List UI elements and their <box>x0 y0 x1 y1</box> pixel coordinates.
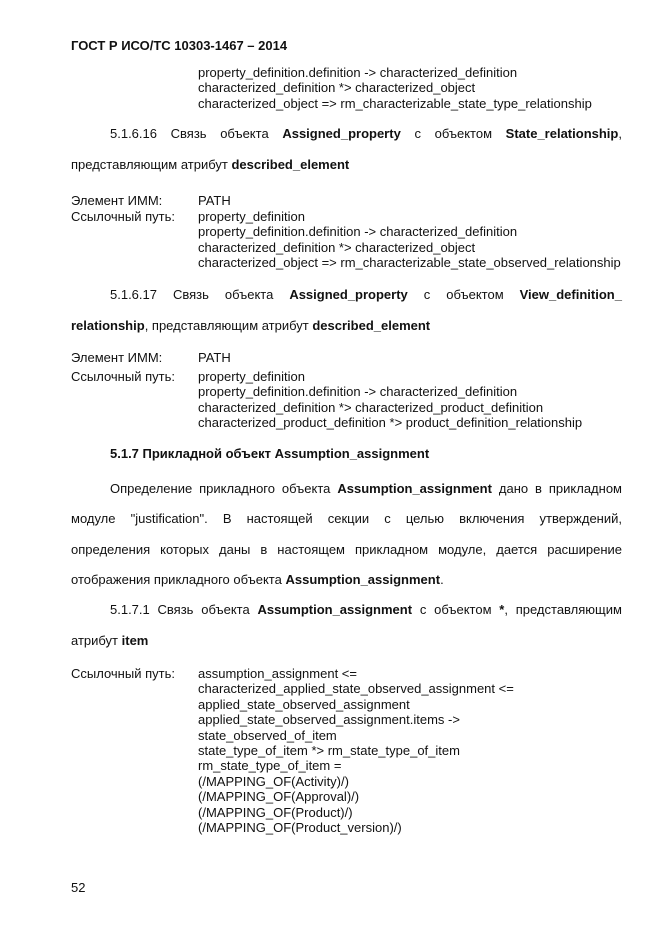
path-line: rm_state_type_of_item = <box>198 758 342 774</box>
path-line: assumption_assignment <= <box>198 666 357 681</box>
mapping-block-5-1-6-16 <box>198 209 621 271</box>
path-line: (/MAPPING_OF(Approval)/) <box>198 789 360 805</box>
mapping-block-5-1-6-17 <box>198 369 582 431</box>
path-line: characterized_definition *> characterized_object <box>198 80 476 96</box>
page-number: 52 <box>71 880 86 895</box>
path-line: characterized_definition *> characterized_product_definition <box>198 399 544 415</box>
section-5-1-6-17-heading: 5.1.6.17 Связь объекта Assigned_property с объектом View_definition_ <box>110 287 622 302</box>
path-line: characterized_definition *> characterized_object <box>198 239 476 255</box>
path-line: characterized_object => rm_characterizable_state_observed_relationship <box>198 255 621 271</box>
path-line: (/MAPPING_OF(Product)/) <box>198 804 353 820</box>
paragraph-line-1: Определение прикладного объекта Assumption_assignment дано в прикладном <box>110 481 622 496</box>
paragraph-line-2: модуле "justification". В настоящей секции с целью включения утверждений, <box>71 511 622 526</box>
element-value: PATH <box>198 350 231 365</box>
element-label: Элемент ИММ: <box>71 193 163 208</box>
section-5-1-7-1-heading: 5.1.7.1 Связь объекта Assumption_assignment с объектом *, представляющим <box>110 602 622 617</box>
path-line: applied_state_observed_assignment.items -> <box>198 712 460 728</box>
paragraph-line-4: отображения прикладного объекта Assumption_assignment. <box>71 572 444 587</box>
path-line: characterized_product_definition *> product_definition_relationship <box>198 415 583 431</box>
path-line: state_observed_of_item <box>198 727 337 743</box>
paragraph-line-3: определения которых даны в настоящем прикладном модуле, дается расширение <box>71 542 622 557</box>
path-line: characterized_object => rm_characterizable_state_type_relationship <box>198 95 592 111</box>
path-line: property_definition.definition -> characterized_definition <box>198 384 518 400</box>
document-header: ГОСТ Р ИСО/ТС 10303-1467 – 2014 <box>71 38 288 53</box>
mapping-block-prev <box>198 65 592 111</box>
path-line: property_definition.definition -> characterized_definition <box>198 65 518 80</box>
path-line: state_type_of_item *> rm_state_type_of_item <box>198 743 460 759</box>
section-5-1-6-16-heading: 5.1.6.16 Связь объекта Assigned_property с объектом State_relationship, <box>110 126 622 141</box>
path-label: Ссылочный путь: <box>71 666 175 681</box>
path-label: Ссылочный путь: <box>71 209 175 224</box>
path-line: (/MAPPING_OF(Activity)/) <box>198 773 349 789</box>
mapping-block-5-1-7-1 <box>198 666 514 835</box>
section-5-1-6-16-cont: представляющим атрибут described_element <box>71 157 350 172</box>
element-label: Элемент ИММ: <box>71 350 163 365</box>
section-5-1-6-17-cont: relationship, представляющим атрибут described_element <box>71 318 431 333</box>
path-line: property_definition.definition -> characterized_definition <box>198 224 518 240</box>
section-5-1-7-heading: 5.1.7 Прикладной объект Assumption_assignment <box>110 446 430 461</box>
path-line: (/MAPPING_OF(Product_version)/) <box>198 820 402 836</box>
path-label: Ссылочный путь: <box>71 369 175 384</box>
path-line: characterized_applied_state_observed_assignment <= <box>198 681 514 697</box>
element-value: PATH <box>198 193 231 208</box>
section-5-1-7-1-cont: атрибут item <box>71 633 149 648</box>
path-line: property_definition <box>198 369 305 384</box>
path-line: property_definition <box>198 209 305 224</box>
path-line: applied_state_observed_assignment <box>198 696 410 712</box>
